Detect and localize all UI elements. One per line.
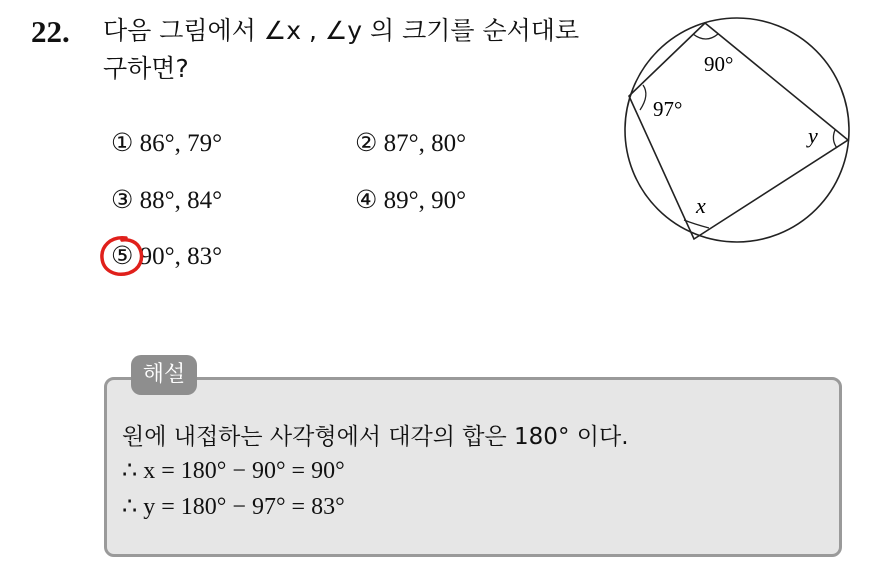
label-x: x [696, 193, 706, 218]
solution-line-2: ∴ x = 180° − 90° = 90° [122, 458, 345, 484]
choice-5[interactable]: ⑤ 90°, 83° [111, 243, 223, 270]
answer-mark-circle [96, 233, 152, 281]
question-line-1: 다음 그림에서 ∠x , ∠y 의 크기를 순서대로 [103, 16, 580, 45]
label-90: 90° [704, 52, 734, 76]
inscribed-quadrilateral-figure [612, 12, 862, 252]
angle-arc-right [833, 130, 837, 148]
solution-tab: 해설 [131, 355, 197, 395]
label-97: 97° [653, 97, 683, 121]
angle-arc-top [693, 34, 718, 39]
question-text [103, 12, 603, 88]
solution-line-3: ∴ y = 180° − 97° = 83° [122, 494, 345, 520]
question-number: 22. [31, 14, 70, 49]
solution-line-1: 원에 내접하는 사각형에서 대각의 합은 180° 이다. [122, 424, 629, 450]
choice-4[interactable]: ④ 89°, 90° [355, 187, 467, 214]
choice-1[interactable]: ① 86°, 79° [111, 130, 223, 157]
question-line-2: 구하면? [103, 54, 189, 83]
choice-2[interactable]: ② 87°, 80° [355, 130, 467, 157]
label-y: y [808, 123, 818, 148]
choice-3[interactable]: ③ 88°, 84° [111, 187, 223, 214]
angle-arc-left [640, 85, 646, 110]
